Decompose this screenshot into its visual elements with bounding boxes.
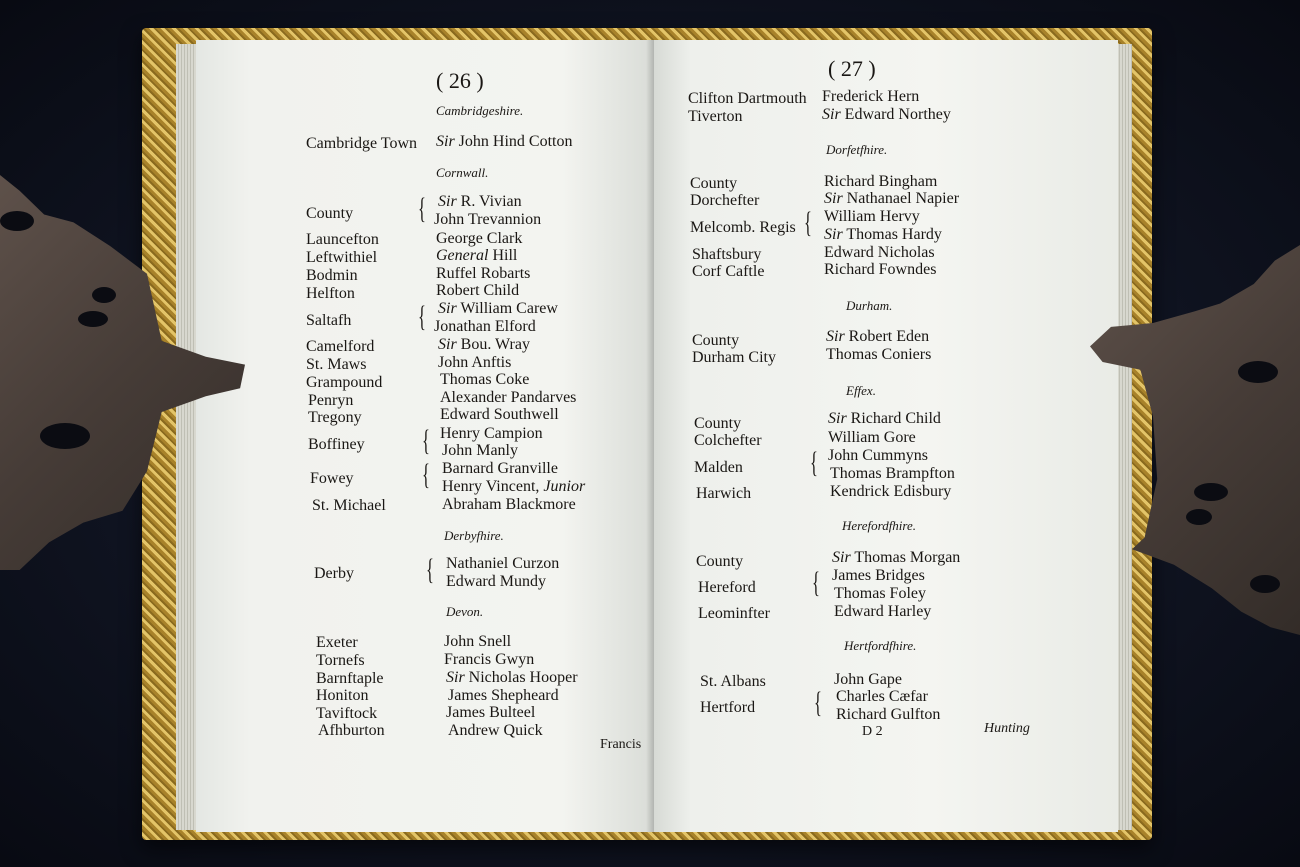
- brace: {: [814, 686, 822, 719]
- place-name: Boffiney: [308, 436, 365, 453]
- member-name: Nathaniel Curzon: [446, 555, 560, 572]
- member-name: Francis Gwyn: [444, 651, 535, 668]
- member-name: Sir William Carew: [438, 300, 558, 317]
- member-name: Edward Harley: [834, 603, 932, 620]
- place-name: Hertford: [700, 699, 756, 716]
- member-name: Sir Edward Northey: [822, 106, 951, 123]
- place-name: Leominfter: [698, 605, 770, 622]
- clip-hole: [1250, 575, 1280, 593]
- place-name: County: [694, 415, 742, 432]
- section-heading: Cornwall.: [436, 165, 489, 180]
- section-heading: Dorfetfhire.: [826, 142, 888, 157]
- brace: {: [804, 206, 812, 239]
- place-name: Fowey: [310, 470, 354, 487]
- member-name: Thomas Coniers: [826, 346, 932, 363]
- section-heading: Effex.: [846, 383, 876, 398]
- section-heading: Devon.: [446, 604, 484, 619]
- place-name: Afhburton: [318, 722, 385, 739]
- member-name: Thomas Coke: [440, 371, 530, 388]
- brace: {: [418, 300, 426, 333]
- left-page: [196, 40, 654, 832]
- place-name: Tiverton: [688, 108, 743, 125]
- place-name: Camelford: [306, 338, 375, 355]
- member-name: John Snell: [444, 633, 512, 650]
- catchword: Hunting: [984, 721, 1030, 736]
- place-name: County: [690, 175, 738, 192]
- place-name: Harwich: [696, 485, 752, 502]
- place-name: Cambridge Town: [306, 135, 418, 152]
- place-name: Grampound: [306, 374, 383, 391]
- member-name: Sir Thomas Morgan: [832, 549, 961, 566]
- place-name: Helfton: [306, 285, 355, 302]
- clip-hole: [78, 311, 108, 327]
- member-name: James Bulteel: [446, 704, 536, 721]
- member-name: Sir John Hind Cotton: [436, 133, 573, 150]
- member-name: Richard Gulfton: [836, 706, 941, 723]
- member-name: Charles Cæfar: [836, 688, 928, 705]
- place-name: Shaftsbury: [692, 246, 762, 263]
- section-heading: Durham.: [846, 298, 893, 313]
- member-name: Edward Mundy: [446, 573, 546, 590]
- member-name: Thomas Brampfton: [830, 465, 955, 482]
- clip-hole: [40, 423, 90, 449]
- place-name: Dorchefter: [690, 192, 760, 209]
- place-name: County: [696, 553, 744, 570]
- member-name: Frederick Hern: [822, 88, 920, 105]
- member-name: John Cummyns: [828, 447, 929, 464]
- member-name: John Anftis: [438, 354, 512, 371]
- member-name: George Clark: [436, 230, 523, 247]
- place-name: Colchefter: [694, 432, 762, 449]
- member-name: William Hervy: [824, 208, 920, 225]
- member-name: Alexander Pandarves: [440, 389, 577, 406]
- place-name: St. Maws: [306, 356, 367, 373]
- clip-hole: [1194, 483, 1228, 501]
- member-name: John Gape: [834, 671, 902, 688]
- place-name: Exeter: [316, 634, 358, 651]
- member-name: Sir Bou. Wray: [438, 336, 530, 353]
- member-name: Sir R. Vivian: [438, 193, 522, 210]
- place-name: Taviftock: [316, 705, 378, 722]
- member-name: Edward Southwell: [440, 406, 559, 423]
- place-name: Tornefs: [316, 652, 365, 669]
- place-name: Barnftaple: [316, 670, 384, 687]
- page-edges-left: [176, 44, 198, 830]
- member-name: Andrew Quick: [448, 722, 543, 739]
- member-name: James Bridges: [832, 567, 925, 584]
- place-name: Penryn: [308, 392, 354, 409]
- clip-hole: [1186, 509, 1212, 525]
- place-name: Durham City: [692, 349, 776, 366]
- place-name: County: [692, 332, 740, 349]
- brace: {: [812, 566, 820, 599]
- brace: {: [422, 424, 430, 457]
- member-name: Sir Thomas Hardy: [824, 226, 942, 243]
- right-page: [654, 40, 1118, 832]
- catchword: Francis: [600, 737, 642, 752]
- brace: {: [810, 446, 818, 479]
- section-heading: Cambridgeshire.: [436, 103, 524, 118]
- member-name: Jonathan Elford: [434, 318, 536, 335]
- place-name: Saltafh: [306, 312, 352, 329]
- member-name: William Gore: [828, 429, 916, 446]
- page-number: ( 27 ): [828, 56, 876, 81]
- member-name: Thomas Foley: [834, 585, 926, 602]
- member-name: John Manly: [442, 442, 518, 459]
- member-name: Henry Vincent, Junior: [442, 478, 586, 495]
- member-name: Barnard Granville: [442, 460, 558, 477]
- place-name: Launcefton: [306, 231, 379, 248]
- section-heading: Hertfordfhire.: [844, 638, 917, 653]
- member-name: Edward Nicholas: [824, 244, 935, 261]
- member-name: Richard Bingham: [824, 173, 938, 190]
- member-name: Ruffel Robarts: [436, 265, 531, 282]
- place-name: St. Michael: [312, 497, 386, 514]
- place-name: Honiton: [316, 687, 369, 704]
- place-name: Hereford: [698, 579, 756, 596]
- section-heading: Herefordfhire.: [842, 518, 917, 533]
- member-name: Sir Robert Eden: [826, 328, 930, 345]
- place-name: Derby: [314, 565, 354, 582]
- clip-hole: [1238, 361, 1278, 383]
- place-name: Malden: [694, 459, 743, 476]
- member-name: Abraham Blackmore: [442, 496, 576, 513]
- member-name: Sir Nicholas Hooper: [446, 669, 578, 686]
- member-name: Richard Fowndes: [824, 261, 937, 278]
- member-name: Kendrick Edisbury: [830, 483, 952, 500]
- clip-hole: [0, 211, 34, 231]
- signature-mark: D 2: [862, 724, 883, 739]
- place-name: St. Albans: [700, 673, 766, 690]
- place-name: Bodmin: [306, 267, 358, 284]
- member-name: Henry Campion: [440, 425, 543, 442]
- page-number: ( 26 ): [436, 68, 484, 93]
- brace: {: [422, 458, 430, 491]
- place-name: Tregony: [308, 409, 362, 426]
- place-name: Corf Caftle: [692, 263, 765, 280]
- member-name: Sir Richard Child: [828, 410, 941, 427]
- member-name: Robert Child: [436, 282, 520, 299]
- place-name: Melcomb. Regis: [690, 219, 796, 236]
- section-heading: Derbyfhire.: [444, 528, 504, 543]
- brace: {: [418, 192, 426, 225]
- brace: {: [426, 553, 434, 586]
- member-name: Sir Nathanael Napier: [824, 190, 960, 207]
- place-name: Leftwithiel: [306, 249, 378, 266]
- place-name: Clifton Dartmouth: [688, 90, 807, 107]
- place-name: County: [306, 205, 354, 222]
- member-name: John Trevannion: [434, 211, 542, 228]
- clip-hole: [92, 287, 116, 303]
- member-name: General Hill: [436, 247, 518, 264]
- member-name: James Shepheard: [448, 687, 559, 704]
